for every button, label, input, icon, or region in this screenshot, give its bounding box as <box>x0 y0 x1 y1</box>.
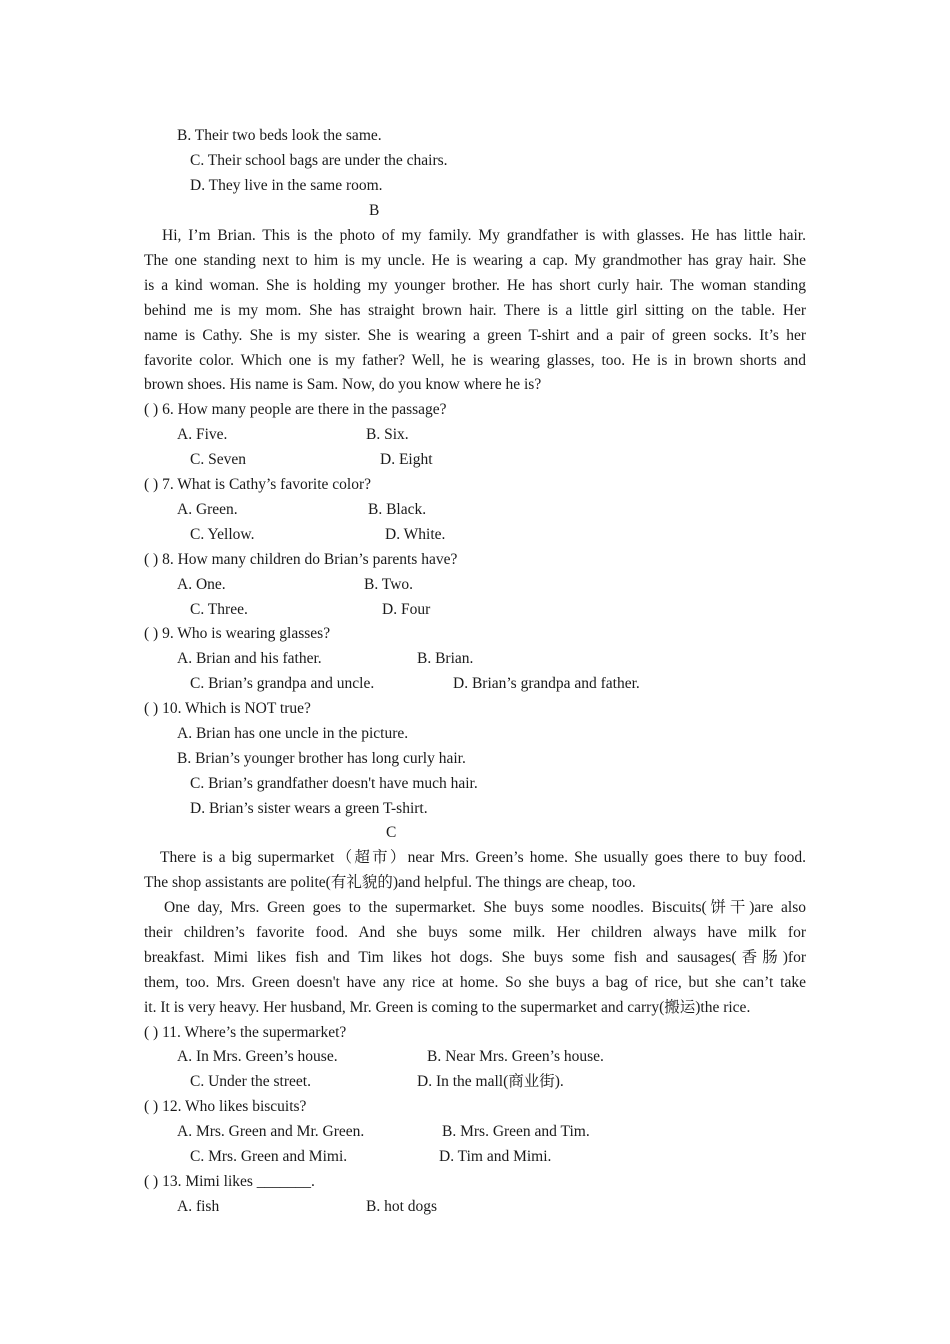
passage-line: behind me is my mom. She has straight brown hair. There is a little girl sitting on the table. Her <box>144 302 806 319</box>
q12-option-a: A. Mrs. Green and Mr. Green. <box>177 1123 365 1140</box>
passage-line: their children’s favorite food. And she buys some milk. Her children always have milk for <box>144 924 806 941</box>
q13-option-b: B. hot dogs <box>366 1198 438 1215</box>
q9-option-d: D. Brian’s grandpa and father. <box>453 675 640 692</box>
passage-line: them, too. Mrs. Green doesn't have any rice at home. So she buys a bag of rice, but she can’t take <box>144 974 806 991</box>
q10-option-c: C. Brian’s grandfather doesn't have much hair. <box>190 775 478 792</box>
question-10: ( ) 10. Which is NOT true? <box>144 700 311 717</box>
question-9: ( ) 9. Who is wearing glasses? <box>144 625 331 642</box>
question-7: ( ) 7. What is Cathy’s favorite color? <box>144 476 371 493</box>
section-c-heading: C <box>386 824 397 841</box>
q6-option-c: C. Seven <box>190 451 246 468</box>
q12-option-c: C. Mrs. Green and Mimi. <box>190 1148 348 1165</box>
q8-option-a: A. One. <box>177 576 226 593</box>
q10-option-a: A. Brian has one uncle in the picture. <box>177 725 409 742</box>
option-d: D. They live in the same room. <box>190 177 383 194</box>
q7-option-d: D. White. <box>385 526 446 543</box>
passage-line: name is Cathy. She is my sister. She is wearing a green T-shirt and a pair of green socks. It’s her <box>144 327 806 344</box>
section-b-heading: B <box>369 202 380 219</box>
passage-line: The shop assistants are polite(有礼貌的)and helpful. The things are cheap, too. <box>144 874 636 891</box>
q8-option-c: C. Three. <box>190 601 248 618</box>
passage-line: The one standing next to him is my uncle. He is wearing a cap. My grandmother has gray hair. She <box>144 252 806 269</box>
option-c: C. Their school bags are under the chairs. <box>190 152 448 169</box>
q12-option-d: D. Tim and Mimi. <box>439 1148 552 1165</box>
q7-option-a: A. Green. <box>177 501 238 518</box>
q6-option-a: A. Five. <box>177 426 228 443</box>
q10-option-d: D. Brian’s sister wears a green T-shirt. <box>190 800 428 817</box>
question-13: ( ) 13. Mimi likes _______. <box>144 1173 315 1190</box>
q6-option-d: D. Eight <box>380 451 433 468</box>
q11-option-b: B. Near Mrs. Green’s house. <box>427 1048 604 1065</box>
q9-option-c: C. Brian’s grandpa and uncle. <box>190 675 375 692</box>
q11-option-d: D. In the mall(商业街). <box>417 1073 564 1090</box>
q7-option-b: B. Black. <box>368 501 427 518</box>
passage-line: brown shoes. His name is Sam. Now, do you know where he is? <box>144 376 542 393</box>
question-8: ( ) 8. How many children do Brian’s parents have? <box>144 551 458 568</box>
passage-line: favorite color. Which one is my father? Well, he is wearing glasses, too. He is in brown shorts and <box>144 352 806 369</box>
passage-line: Hi, I’m Brian. This is the photo of my family. My grandfather is with glasses. He has little hair. <box>162 227 806 244</box>
q8-option-d: D. Four <box>382 601 431 618</box>
q6-option-b: B. Six. <box>366 426 409 443</box>
question-6: ( ) 6. How many people are there in the passage? <box>144 401 447 418</box>
passage-line: it. It is very heavy. Her husband, Mr. Green is coming to the supermarket and carry(搬运)the rice. <box>144 999 751 1016</box>
q10-option-b: B. Brian’s younger brother has long curly hair. <box>177 750 466 767</box>
question-11: ( ) 11. Where’s the supermarket? <box>144 1024 347 1041</box>
option-b: B. Their two beds look the same. <box>177 127 382 144</box>
q9-option-b: B. Brian. <box>417 650 474 667</box>
passage-line: One day, Mrs. Green goes to the supermarket. She buys some noodles. Biscuits(饼干)are also <box>164 899 806 916</box>
q9-option-a: A. Brian and his father. <box>177 650 322 667</box>
q8-option-b: B. Two. <box>364 576 414 593</box>
question-12: ( ) 12. Who likes biscuits? <box>144 1098 307 1115</box>
passage-line: There is a big supermarket（超市）near Mrs. Green’s home. She usually goes there to buy food. <box>160 849 806 866</box>
q12-option-b: B. Mrs. Green and Tim. <box>442 1123 590 1140</box>
passage-line: breakfast. Mimi likes fish and Tim likes hot dogs. She buys some fish and sausages(香肠)for <box>144 949 806 966</box>
q13-option-a: A. fish <box>177 1198 220 1215</box>
passage-line: is a kind woman. She is holding my younger brother. He has short curly hair. The woman standing <box>144 277 806 294</box>
q11-option-c: C. Under the street. <box>190 1073 311 1090</box>
q7-option-c: C. Yellow. <box>190 526 255 543</box>
q11-option-a: A. In Mrs. Green’s house. <box>177 1048 338 1065</box>
